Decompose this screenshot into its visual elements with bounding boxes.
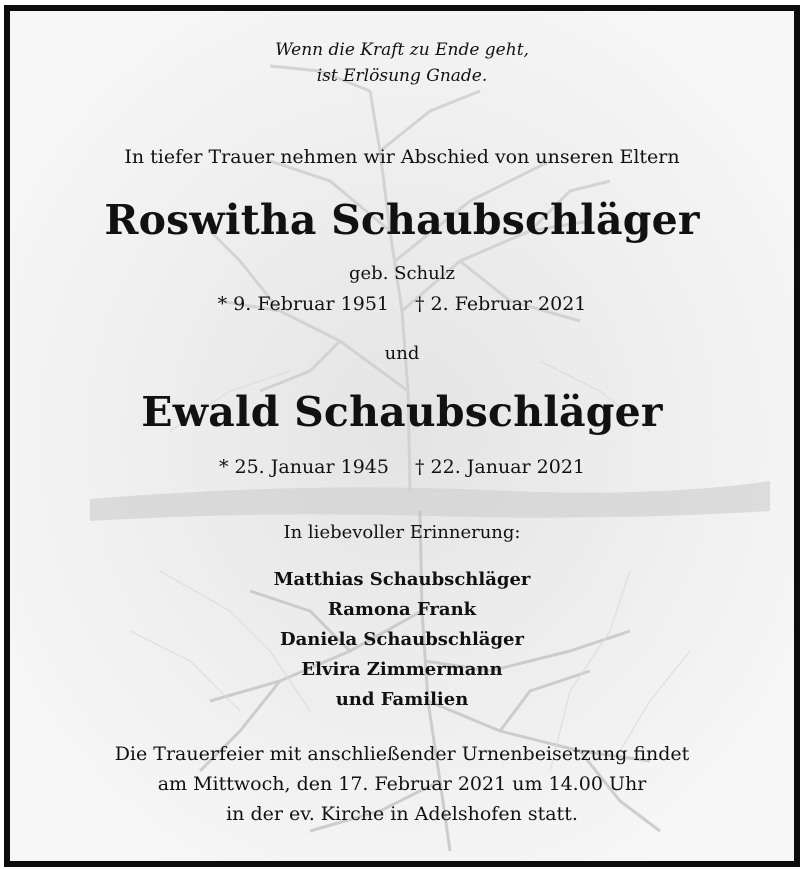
person2-dates [10,454,794,480]
person1-dates [10,291,794,317]
obituary-content [10,11,794,861]
funeral-notice-line-2: am Mittwoch, den 17. Februar 2021 um 14.00 Uhr [157,773,647,795]
mourner-item: Ramona Frank [327,599,477,620]
motto-line-2: ist Erlösung Gnade. [316,66,488,86]
person1-maiden-name: geb. Schulz [349,263,455,284]
remembrance-heading: In liebevoller Erinnerung: [283,522,521,543]
person1-died: † 2. Februar 2021 [415,293,587,315]
obituary-frame [4,5,800,867]
mourner-item: Daniela Schaubschläger [279,629,524,650]
mourner-item: und Familien [335,689,469,710]
person1-born: * 9. Februar 1951 [217,293,389,315]
mourner-item: Matthias Schaubschläger [273,569,531,590]
connector-text: und [384,343,420,364]
mourner-item: Elvira Zimmermann [301,659,503,680]
person1-name: Roswitha Schaubschläger [104,196,700,244]
person2-died: † 22. Januar 2021 [415,456,586,478]
intro-text: In tiefer Trauer nehmen wir Abschied von unseren Eltern [124,146,680,168]
person2-born: * 25. Januar 1945 [218,456,389,478]
funeral-notice-line-1: Die Trauerfeier mit anschließender Urnenbeisetzung findet [114,743,690,765]
person2-name: Ewald Schaubschläger [141,388,663,436]
motto-line-1: Wenn die Kraft zu Ende geht, [275,40,529,60]
funeral-notice-line-3: in der ev. Kirche in Adelshofen statt. [226,803,578,825]
